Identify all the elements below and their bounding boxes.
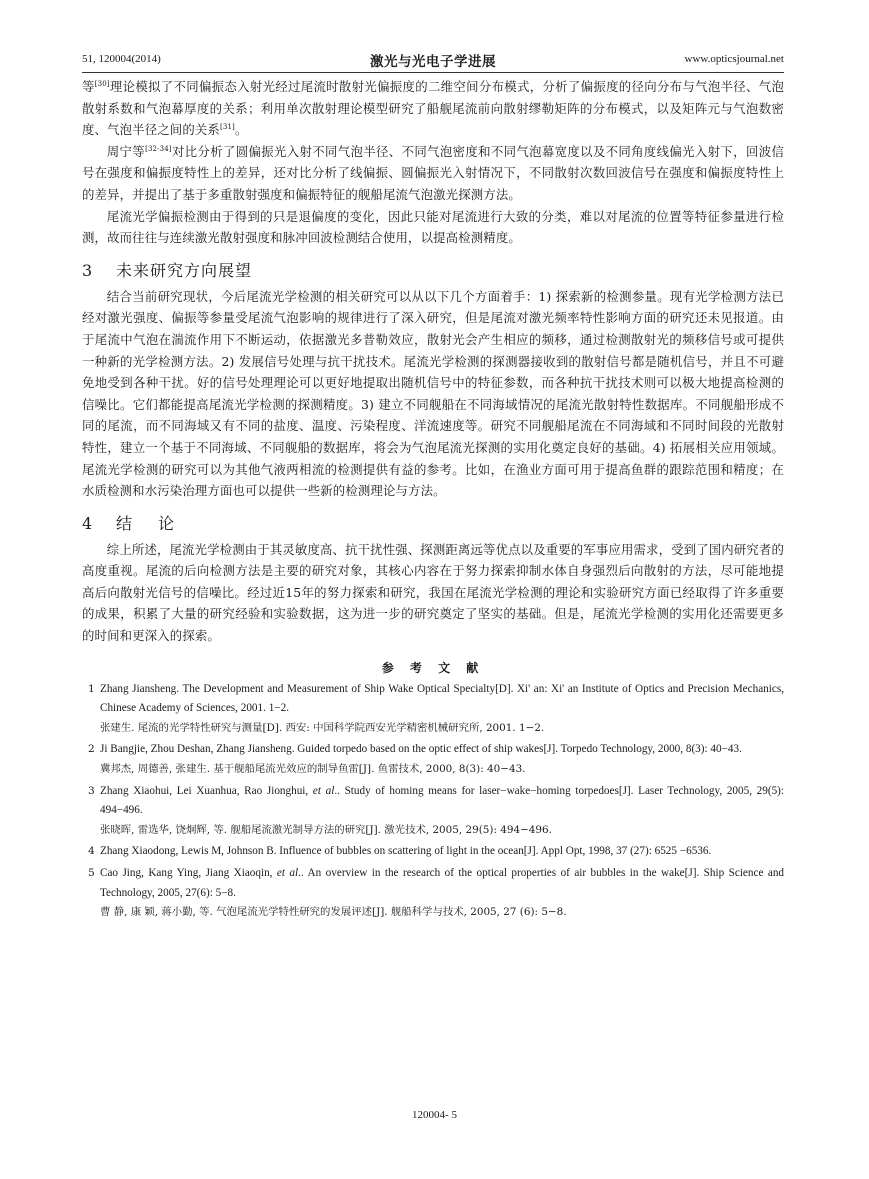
reference-item — [82, 680, 784, 739]
reference-number: 4 — [88, 845, 95, 858]
citation-31[interactable]: [31] — [219, 123, 235, 132]
paragraph-3: 尾流光学偏振检测由于得到的只是退偏度的变化，因此只能对尾流进行大致的分类，难以对尾流的位置等特征参量进行检测，故而往往与连续激光散射强度和脉冲回波检测结合使用，以提高检测精度。 — [82, 208, 784, 246]
text: 。 — [234, 122, 248, 138]
text: .. Study of homing means for laser−wake−homing torpedoes[J]. Laser Technology, 2005, 29(5): 494−496. — [100, 784, 784, 817]
journal-citation: 51, 120004(2014) — [82, 53, 161, 65]
reference-english: Zhang Xiaodong, Lewis M, Johnson B. Influence of bubbles on scattering of light in the ocean[J]. Appl Opt, 1998, 37 (27): 6525 −6536. — [100, 845, 712, 858]
journal-website: www.opticsjournal.net — [684, 53, 784, 65]
section-number: 4 — [82, 513, 94, 533]
reference-chinese: 冀邦杰, 周德善, 张建生. 基于舰船尾流光效应的制导鱼雷[J]. 鱼雷技术, 2000, 8(3): 40−43. — [100, 763, 526, 776]
reference-chinese: 曹 静, 康 颖, 蒋小勤, 等. 气泡尾流光学特性研究的发展评述[J]. 舰船科学与技术, 2005, 27 (6): 5−8. — [100, 906, 567, 919]
text: Cao Jing, Kang Ying, Jiang Xiaoqin, — [100, 867, 277, 879]
journal-title: 激光与光电子学进展 — [370, 54, 496, 70]
reference-item — [82, 782, 784, 841]
reference-chinese: 张建生. 尾流的光学特性研究与测量[D]. 西安: 中国科学院西安光学精密机械研究所, 2001. 1−2. — [100, 721, 545, 734]
reference-number: 5 — [88, 867, 95, 879]
page-number: 120004- 5 — [412, 1109, 457, 1121]
text: Zhang Xiaohui, Lei Xuanhua, Rao Jionghui, — [100, 784, 313, 797]
section-title: 结论 — [116, 513, 201, 533]
reference-item — [82, 842, 784, 862]
et-al: et al — [312, 784, 335, 797]
citation-32-34[interactable]: [32-34] — [145, 144, 172, 153]
section-title: 未来研究方向展望 — [116, 260, 253, 280]
reference-item — [82, 864, 784, 923]
paragraph-4: 结合当前研究现状，今后尾流光学检测的相关研究可以从以下几个方面着手：1) 探索新的检测参量。现有光学检测方法已经对激光强度、偏振等参量受尾流气泡影响的规律进行了深入研究，但是尾流对激光频率特性影响方面的研究还未见报道。由于尾流中气泡在湍流作用下不断运动，依据激光多普勒效应，散射光会产生相应的频移，通过检测散射光的频移信号或可提供一种新的光学检测方法。2) 发展信号处理与抗干扰技术。尾流光学检测的探测器接收到的散射信号都是随机信号，并且不可避免地受到各种干扰。好的信号处理理论可以更好地提取出随机信号中的特征参数，而各种抗干扰技术则可以极大地提高检测的信噪比。它们都能提高尾流光学检测的探测精度。3) 建立不同舰船在不同海域情况的尾流光散射特性数据库。不同舰船形成不同的尾流，而不同海域又有不同的盐度、温度、污染程度、洋流速度等。研究不同舰船尾流在不同海域和不同时间段的光散射特性，建立一个基于不同海域、不同舰船的数据库，将会为气泡尾流光探测的实用化奠定良好的基础。4) 拓展相关应用领域。尾流光学检测的研究可以为其他气液两相流的检测提供有益的参考。比如，在渔业方面可用于提高鱼群的跟踪范围和精度；在水质检测和水污染治理方面也可以提供一些新的检测理论与方法。 — [82, 288, 784, 499]
text: 对比分析了圆偏振光入射不同气泡半径、不同气泡密度和不同气泡幕宽度以及不同角度线偏光入射下，回波信号在强度和偏振度特性上的差异，还对比分析了线偏振、圆偏振光入射情况下，不同散射次数回波信号在强度和偏振度特性上的差异，并提出了基于多重散射强度和偏振特征的舰船尾流气泡激光探测方法。 — [82, 143, 784, 202]
text: .. An overview in the research of the optical properties of air bubbles in the wake[J]. Ship Science and Technology, 2005, 27(6): 5−8. — [100, 867, 785, 899]
et-al: et al — [276, 867, 299, 879]
reference-number: 3 — [88, 784, 95, 797]
reference-english: Zhang Jiansheng. The Development and Measurement of Ship Wake Optical Specialty[D]. Xi' an: Xi' an Institute of Optics and Precision Mechanics, Chinese Academy of Sciences, 2001. 1−2. — [100, 682, 784, 715]
text: 等 — [82, 79, 95, 94]
reference-item — [82, 740, 784, 779]
reference-english — [100, 782, 784, 821]
paragraph-5: 综上所述，尾流光学检测由于其灵敏度高、抗干扰性强、探测距离远等优点以及重要的军事应用需求，受到了国内研究者的高度重视。尾流的后向检测方法是主要的研究对象，其核心内容在于努力探索抑制水体自身强烈后向散射的方法，尽可能地提高后向散射光信号的信噪比。经过近15年的努力探索和研究，我国在尾流光学检测的理论和实验研究方面已经取得了许多重要的成果，积累了大量的研究经验和实验数据，这为进一步的研究奠定了坚实的基础。但是，尾流光学检测的实用化还需要更多的时间和更深入的探索。 — [82, 541, 784, 644]
references-heading: 参 考 文 献 — [381, 660, 485, 675]
section-number: 3 — [82, 260, 94, 280]
text: 周宁等 — [106, 143, 146, 159]
running-header — [82, 50, 784, 73]
reference-english: Ji Bangjie, Zhou Deshan, Zhang Jiansheng. Guided torpedo based on the optic effect of ship wakes[J]. Torpedo Technology, 2000, 8(3): 40−43. — [100, 743, 742, 756]
reference-english — [100, 864, 784, 903]
article-body — [82, 76, 784, 923]
reference-number: 2 — [88, 743, 95, 756]
text: 理论模拟了不同偏振态入射光经过尾流时散射光偏振度的二维空间分布模式，分析了偏振度的径向分布与气泡半径、气泡散射系数和气泡幕厚度的关系；利用单次散射理论模型研究了船舰尾流前向散射缪勒矩阵的分布模式，以及矩阵元与气泡数密度、气泡半径之间的关系 — [82, 79, 785, 138]
section-heading-3 — [82, 260, 784, 282]
paragraph-2 — [82, 141, 784, 206]
reference-chinese: 张晓晖, 雷选华, 饶炯辉, 等. 舰船尾流激光制导方法的研究[J]. 激光技术, 2005, 29(5): 494−496. — [100, 823, 552, 836]
citation-30[interactable]: [30] — [94, 80, 110, 88]
section-heading-4 — [82, 513, 784, 535]
reference-number: 1 — [88, 682, 95, 695]
paragraph-1 — [82, 76, 784, 141]
